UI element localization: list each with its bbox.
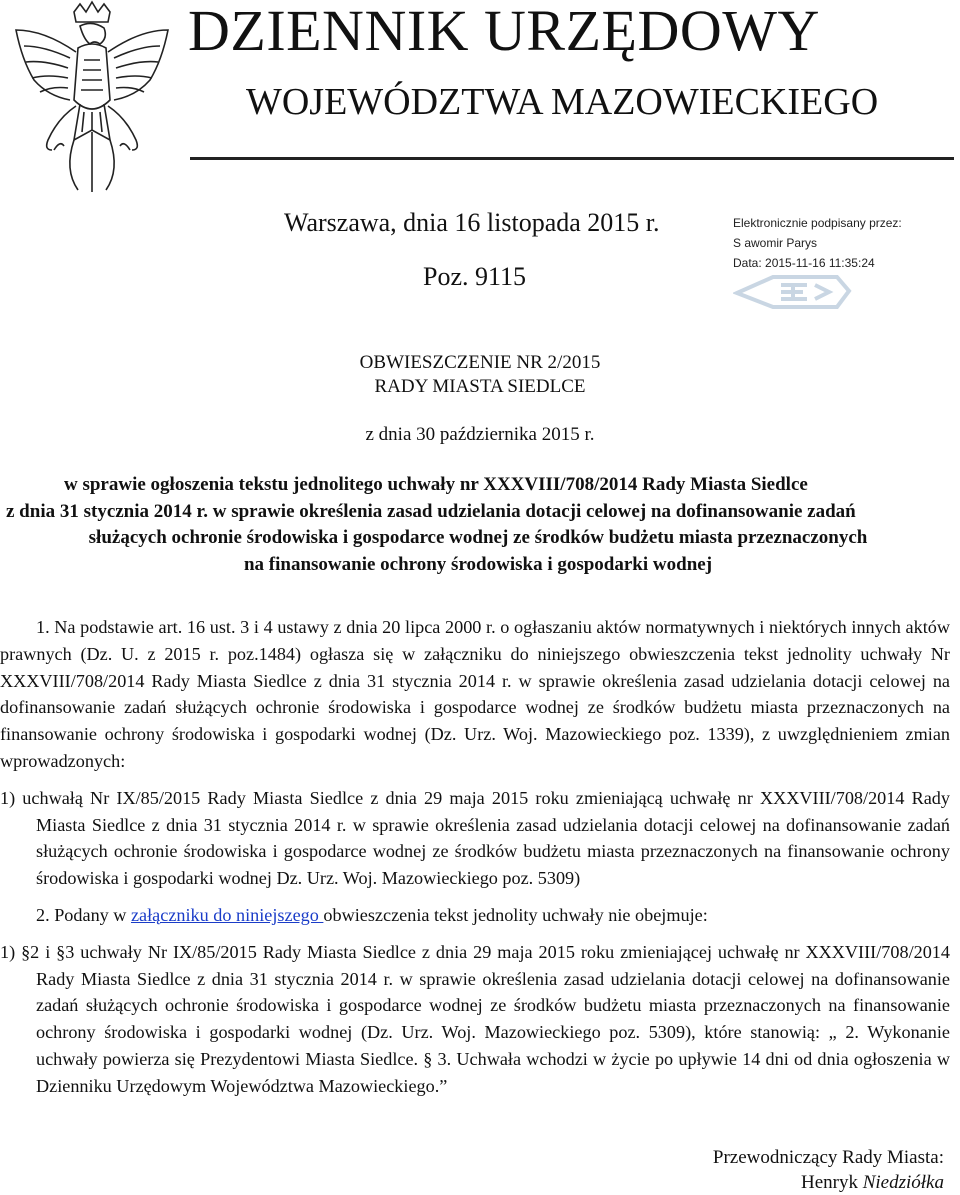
subject-line: w sprawie ogłoszenia tekstu jednolitego uchwały nr XXXVIII/708/2014 Rady Miasta Siedlce — [64, 474, 808, 495]
document-subject — [6, 472, 950, 578]
subject-line: służących ochronie środowiska i gospodarce wodnej ze środków budżetu miasta przeznaczonych — [88, 527, 868, 548]
signer-block — [713, 1145, 944, 1195]
signer-role: Przewodniczący Rady Miasta: — [712, 1147, 944, 1168]
paragraph-amendment-list: 1) uchwałą Nr IX/85/2015 Rady Miasta Siedlce z dnia 29 maja 2015 roku zmieniającą uchwałę nr XXXVIII/708/2014 Rady Miasta Siedlce z dnia 31 stycznia 2014 r. w sprawie określenia zasad udzielania dotacji celowej na dofinansowanie zadań służących ochronie środowiska i gospodarce wodnej ze środków budżetu miasta przeznaczonych na finansowanie ochrony środowiska i gospodarki wodnej Dz. Urz. Woj. Mazowieckiego poz. 5309) — [0, 787, 950, 889]
header-divider — [190, 157, 954, 160]
document-date: z dnia 30 października 2015 r. — [365, 424, 595, 445]
paragraph-1: 1. Na podstawie art. 16 ust. 3 i 4 ustawy z dnia 20 lipca 2000 r. o ogłaszaniu aktów normatywnych i niektórych innych aktów prawnych (Dz. U. z 2015 r. poz.1484) ogłasza się w załączniku do niniejszego obwieszczenia tekst jednolity uchwały Nr XXXVIII/708/2014 Rady Miasta Siedlce z dnia 31 stycznia 2014 r. w sprawie określenia zasad udzielania dotacji celowej na dofinansowanie zadań służących ochronie środowiska i gospodarce wodnej ze środków budżetu miasta przeznaczonych na finansowanie ochrony środowiska i gospodarki wodnej (Dz. Urz. Woj. Mazowieckiego poz. 1339), z uwzględnieniem zmian wprowadzonych: — [0, 617, 950, 771]
place-date: Warszawa, dnia 16 listopada 2015 r. — [284, 208, 660, 237]
signature-name: S awomir Parys — [733, 236, 818, 250]
eagle-emblem-icon — [4, 0, 180, 196]
paragraph-2-text-start: 2. Podany w — [36, 904, 131, 925]
signature-logo-icon — [733, 271, 853, 313]
issuing-body: RADY MIASTA SIEDLCE — [374, 376, 586, 397]
electronic-signature-box — [733, 213, 933, 313]
attachment-link[interactable]: załączniku do niniejszego — [130, 904, 324, 925]
document-body — [0, 614, 950, 1100]
journal-subtitle: WOJEWÓDZTWA MAZOWIECKIEGO — [246, 81, 879, 123]
document-heading: OBWIESZCZENIE NR 2/2015 — [359, 352, 601, 373]
signer-first-name: Henryk — [800, 1172, 858, 1193]
position-number: Poz. 9115 — [423, 262, 527, 291]
journal-title: DZIENNIK URZĘDOWY — [188, 0, 820, 63]
paragraph-2-text-end: obwieszczenia tekst jednolity uchwały nie obejmuje: — [323, 904, 708, 925]
signer-name — [713, 1170, 944, 1195]
signature-label: Elektronicznie podpisany przez: — [733, 216, 902, 230]
paragraph-2 — [0, 902, 950, 929]
subject-line: z dnia 31 stycznia 2014 r. w sprawie określenia zasad udzielania dotacji celowej na dofinansowanie zadań — [6, 500, 856, 522]
signer-last-name: Niedziółka — [862, 1172, 944, 1193]
signature-date: Data: 2015-11-16 11:35:24 — [733, 256, 875, 270]
paragraph-exclusion-list: 1) §2 i §3 uchwały Nr IX/85/2015 Rady Miasta Siedlce z dnia 29 maja 2015 roku zmieniającej uchwałę nr XXXVIII/708/2014 Rady Miasta Siedlce z dnia 31 stycznia 2014 r. w sprawie określenia zasad udzielania dotacji celowej na dofinansowanie zadań służących ochronie środowiska i gospodarce wodnej ze środków budżetu miasta przeznaczonych na finansowanie ochrony środowiska i gospodarki wodnej (Dz. Urz. Woj. Mazowieckiego poz. 5309), które stanowią: „ 2. Wykonanie uchwały powierza się Prezydentowi Miasta Siedlce. § 3. Uchwała wchodzi w życie po upływie 14 dni od dnia ogłoszenia w Dzienniku Urzędowym Województwa Mazowieckiego.” — [0, 941, 950, 1096]
subject-line: na finansowanie ochrony środowiska i gospodarki wodnej — [243, 553, 713, 575]
